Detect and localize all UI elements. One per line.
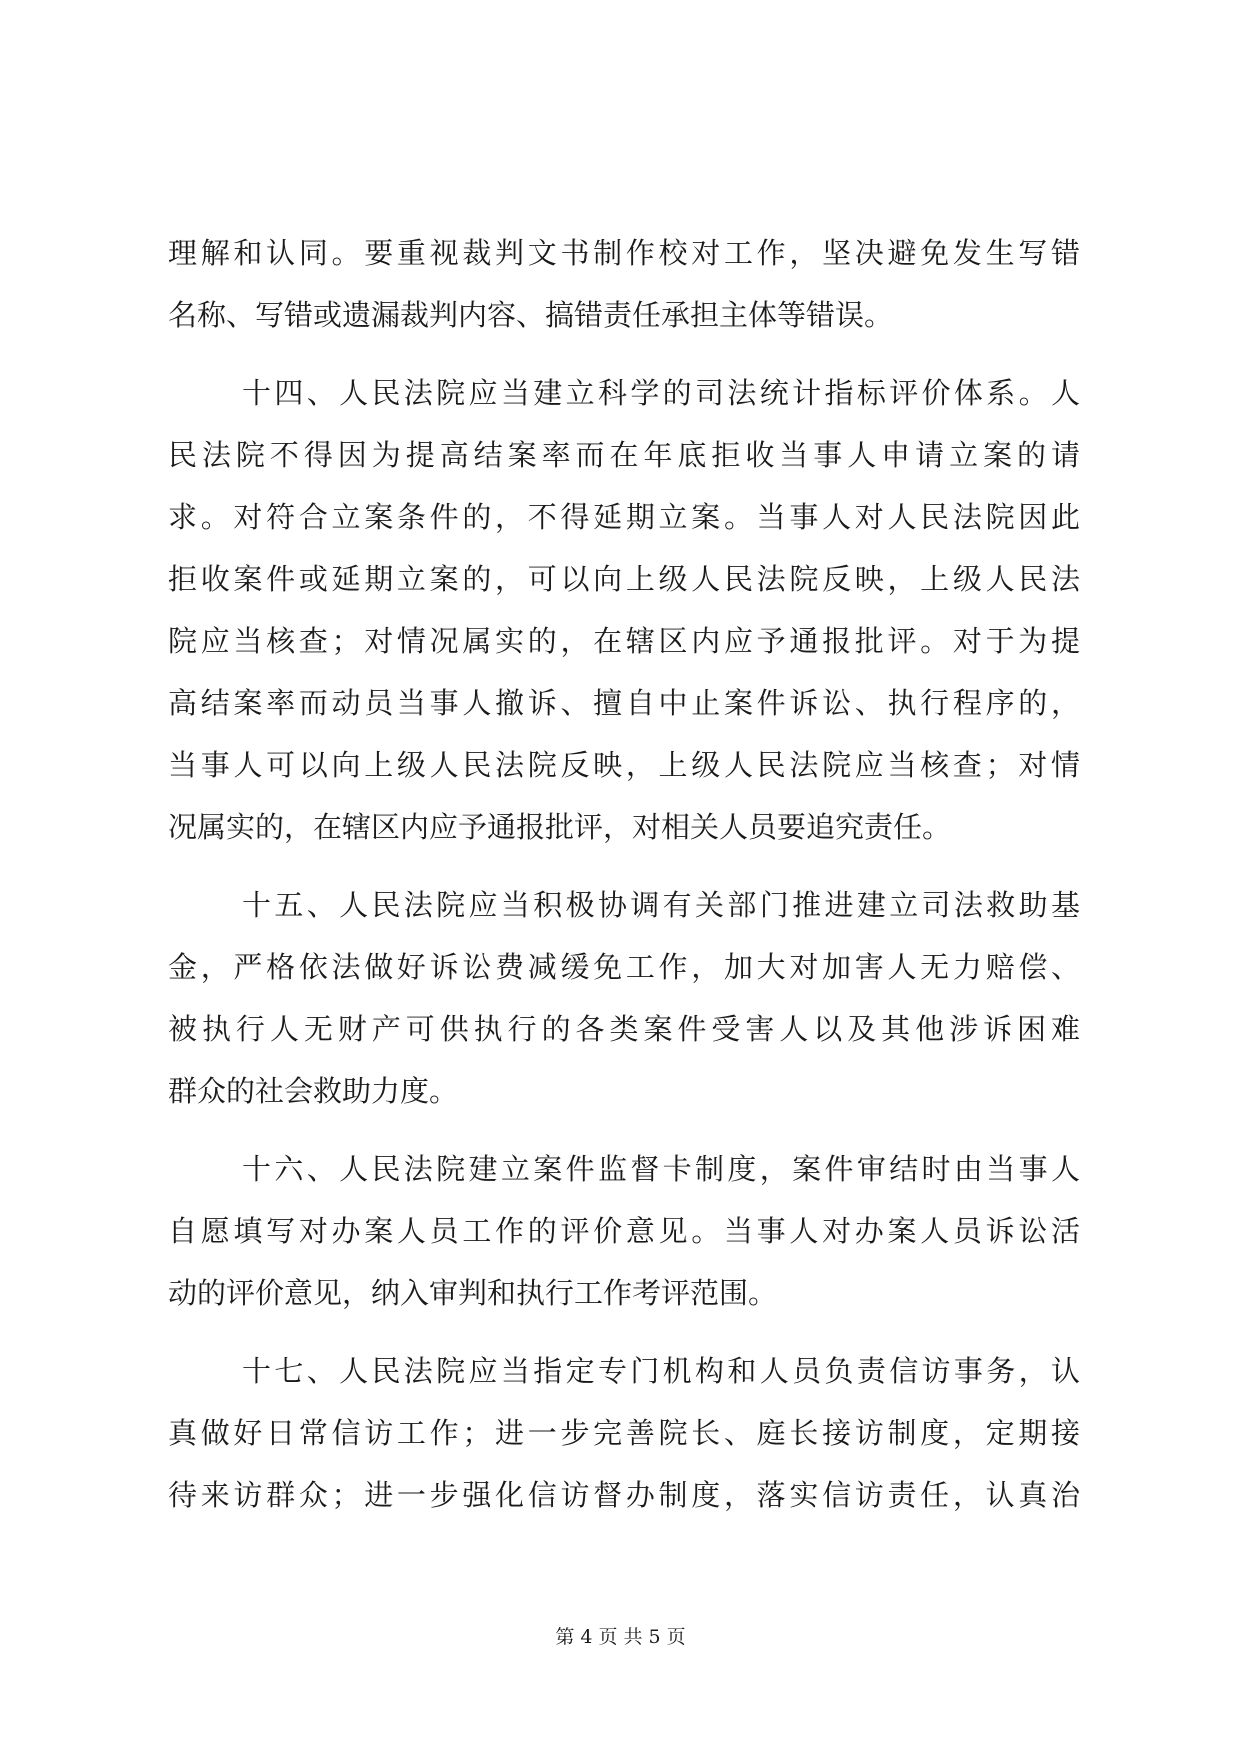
paragraph: [168, 874, 1080, 1122]
text-line: 高结案率而动员当事人撤诉、擅自中止案件诉讼、执行程序的，: [168, 686, 1080, 720]
paragraph: [168, 222, 1080, 346]
text-line: 自愿填写对办案人员工作的评价意见。当事人对办案人员诉讼活: [168, 1214, 1080, 1248]
text-line: 求。对符合立案条件的，不得延期立案。当事人对人民法院因此: [168, 500, 1080, 534]
page-number-footer: 第 4 页 共 5 页: [555, 1626, 686, 1648]
text-line: 理解和认同。要重视裁判文书制作校对工作，坚决避免发生写错: [168, 236, 1080, 270]
text-line: 民法院不得因为提高结案率而在年底拒收当事人申请立案的请: [168, 438, 1080, 472]
paragraph-spacing: [168, 1122, 1080, 1138]
text-line: 群众的社会救助力度。: [168, 1074, 459, 1108]
text-line: 当事人可以向上级人民法院反映，上级人民法院应当核查；对情: [168, 748, 1080, 782]
text-line: 金，严格依法做好诉讼费减缓免工作，加大对加害人无力赔偿、: [168, 950, 1080, 984]
text-line: 十六、人民法院建立案件监督卡制度，案件审结时由当事人: [242, 1152, 1080, 1186]
text-line: 被执行人无财产可供执行的各类案件受害人以及其他涉诉困难: [168, 1012, 1080, 1046]
paragraph: [168, 1340, 1080, 1526]
text-line: 拒收案件或延期立案的，可以向上级人民法院反映，上级人民法: [168, 562, 1080, 596]
text-line: 院应当核查；对情况属实的，在辖区内应予通报批评。对于为提: [168, 624, 1080, 658]
document-body: [168, 222, 1080, 1526]
paragraph-spacing: [168, 858, 1080, 874]
text-line: 十四、人民法院应当建立科学的司法统计指标评价体系。人: [242, 376, 1080, 410]
paragraph-spacing: [168, 346, 1080, 362]
text-line: 真做好日常信访工作；进一步完善院长、庭长接访制度，定期接: [168, 1416, 1080, 1450]
paragraph: [168, 1138, 1080, 1324]
text-line: 名称、写错或遗漏裁判内容、搞错责任承担主体等错误。: [168, 298, 894, 332]
paragraph: [168, 362, 1080, 858]
text-line: 十七、人民法院应当指定专门机构和人员负责信访事务，认: [242, 1354, 1080, 1388]
text-line: 十五、人民法院应当积极协调有关部门推进建立司法救助基: [242, 888, 1080, 922]
text-line: 动的评价意见，纳入审判和执行工作考评范围。: [168, 1276, 778, 1310]
text-line: 待来访群众；进一步强化信访督办制度，落实信访责任，认真治: [168, 1478, 1080, 1512]
text-line: 况属实的，在辖区内应予通报批评，对相关人员要追究责任。: [168, 810, 952, 844]
paragraph-spacing: [168, 1324, 1080, 1340]
